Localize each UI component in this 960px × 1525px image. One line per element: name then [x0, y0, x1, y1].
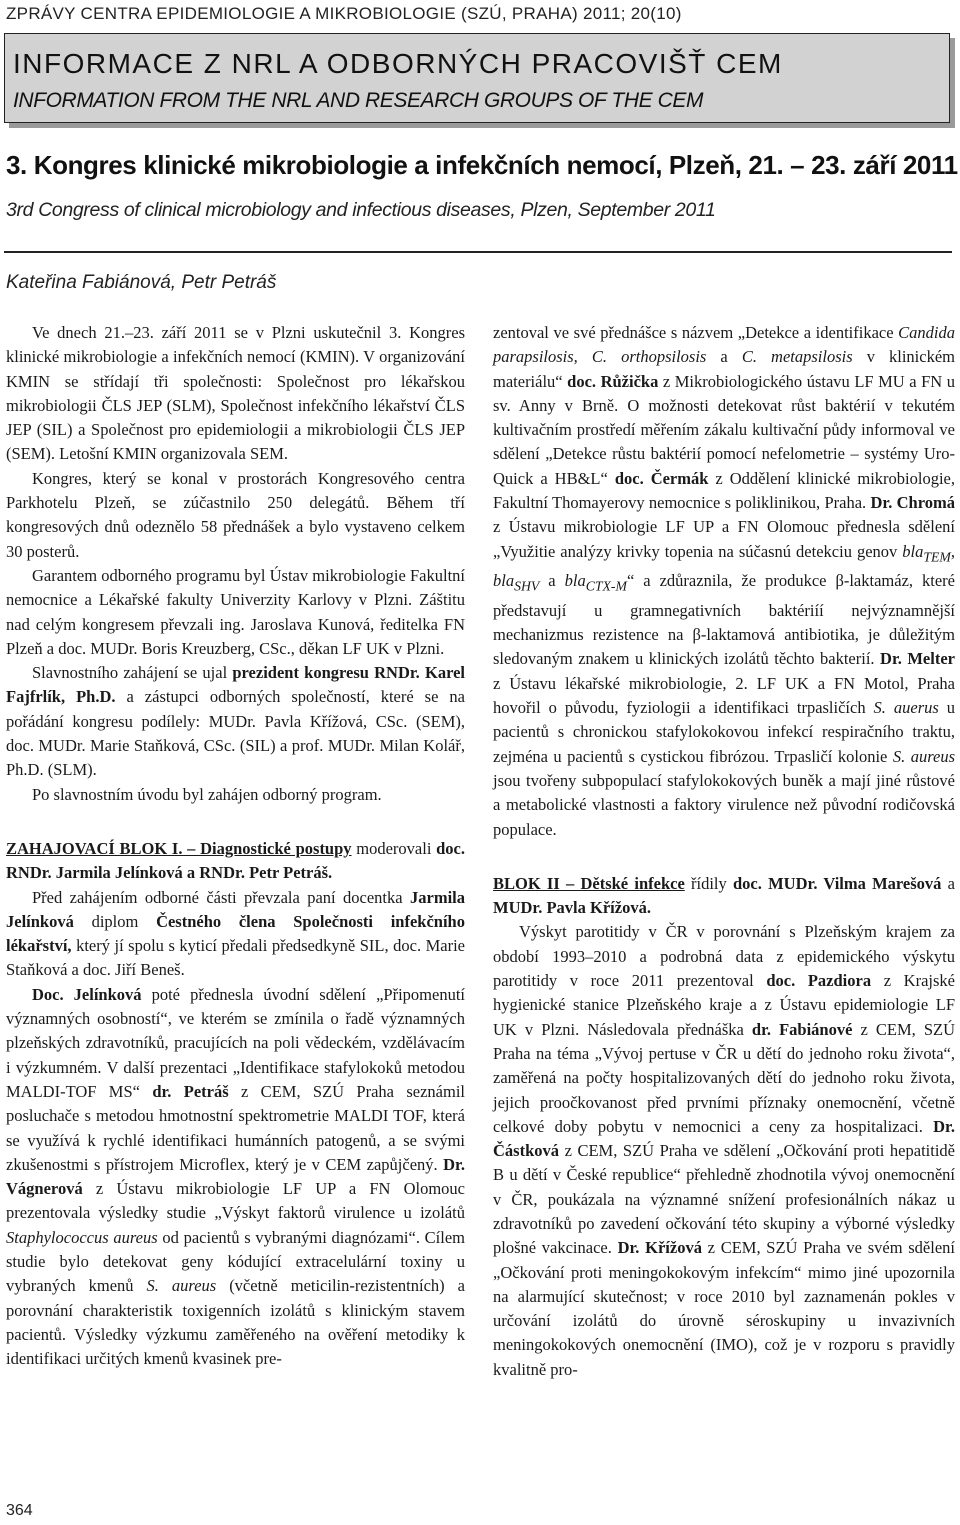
paragraph-block-1-continued: zentoval ve své přednášce s názvem „Detekce a identifikace Candida parapsilosis, C. orthopsilosis a C. metapsilosis v klinickém materiálu“ doc. Růžička z Mikrobiologického ústavu LF MU a FN u sv. Anny v Brně. O možnosti detekovat růst baktérií v tekutém kultivačním prostředí měřením zákalu kultivační půdy informoval ve sdělení „Detekce růstu baktérií pomocí nefelometrie – systémy Uro-Quick a HB&L“ doc. Čermák z Oddělení klinické mikrobiologie, Fakultní Thomayerovy nemocnice s poliklinikou, Praha. Dr. Chromá z Ústavu mikrobiologie LF UP a FN Olomouc přednesla sdělení „Využitie analýzy krivky topenia na súčasnú detekciu genov bla$_{TEM}$, bla$_{SHV}$ a bla$_{CTX-M}$“ a zdůraznila, že produkce β-laktamáz, které představují u gramnegativních baktériíí nejvýznamnější mechanizmus rezistence na β-laktamová antibiotika, je důležitým sledovaným znakem u klinických izolátů těchto bakterií. Dr. Melter z Ústavu lékařské mikrobiologie, 2. LF UK a FN Motol, Praha hovořil o původu, fyziologii a identifikaci trpasličích S. auerus u pacientů s chronickou stafylokokovou infekcí respiračního traktu, zejména u pacientů s cystickou fibrózou. Trpasličí kolonie S. aureus jsou tvořeny subpopulací stafylokokových buněk a mají jiné růstové a metabolické vlastnosti a faktory virulence než původní rodičovská populace. [493, 323, 955, 839]
page-number: 364 [6, 1502, 33, 1519]
journal-header: ZPRÁVY CENTRA EPIDEMIOLOGIE A MIKROBIOLOGIE (SZÚ, PRAHA) 2011; 20(10) [6, 4, 682, 23]
right-column [493, 321, 955, 1382]
title-divider [4, 251, 952, 253]
paragraph-intro: Ve dnech 21.–23. září 2011 se v Plzni uskutečnil 3. Kongres klinické mikrobiologie a infekčních nemocí (KMIN). V organizování KMIN se střídají tři společnosti: Společnost pro lékařskou mikrobiologii ČLS JEP (SLM), Společnost infekčního lékařství ČLS JEP (SIL) a Společnost pro epidemiologii a mikrobiologii ČLS JEP (SEM). Letošní KMIN organizovala SEM. [6, 323, 465, 464]
paragraph-guarantor: Garantem odborného programu byl Ústav mikrobiologie Fakultní nemocnice a Lékařské fakulty Univerzity Karlovy v Plzni. Záštitu nad celým kongresem převzali ing. Jaroslava Kunová, ředitelka FN Plzeň a doc. MUDr. Boris Kreuzberg, CSc., děkan LF UK v Plzni. [6, 565, 465, 658]
paragraph-block-1-talks: Doc. Jelínková poté přednesla úvodní sdělení „Připomenutí významných osobností“, ve kterém se zmínila o řadě významných plzeňských zdravotníků, pracujících na poli vědeckém, vzdělávacím i výzkumném. V další prezentaci „Identifikace stafylokoků metodou MALDI-TOF MS“ dr. Petráš z CEM, SZÚ Praha seznámil posluchače s metodou hmotnostní spektrometrie MALDI TOF, která se využívá k rychlé identifikaci humánních patogenů, a se svými zkušenostmi s přístrojem Microflex, který je v CEM zapůjčený. Dr. Vágnerová z Ústavu mikrobiologie LF UP a FN Olomouc prezentovala výsledky studie „Výskyt faktorů virulence u izolátů Staphylococcus aureus od pacientů s vybranými diagnózami“. Cílem studie bylo detekovat geny kódující extracelulární toxiny u vybraných kmenů S. aureus (včetně meticilin-rezistentních) a porovnání charakteristik toxigenních izolátů s klinickým stavem pacientů. Výsledky výzkumu zaměřeného na ověření metodiky k identifikaci určitých kmenů kvasinek pre- [6, 984, 465, 1369]
block-1-heading: ZAHAJOVACÍ BLOK I. – Diagnostické postupy moderovali doc. RNDr. Jarmila Jelínková a RNDr. Petr Petráš. [6, 838, 465, 883]
section-banner [4, 33, 950, 123]
paragraph-opening: Slavnostního zahájení se ujal prezident kongresu RNDr. Karel Fajfrlík, Ph.D. a zástupci odborných společností, které se na pořádání kongresu podílely: MUDr. Pavla Křížová, CSc. (SEM), doc. MUDr. Marie Staňková, CSc. (SIL) a prof. MUDr. Milan Kolář, Ph.D. (SLM). [6, 663, 466, 780]
authors: Kateřina Fabiánová, Petr Petráš [6, 272, 277, 293]
section-title-en: INFORMATION FROM THE NRL AND RESEARCH GROUPS OF THE CEM [13, 89, 704, 112]
block-2-heading: BLOK II – Dětské infekce řídily doc. MUDr. Vilma Marešová a MUDr. Pavla Křížová. [493, 873, 955, 918]
article-subtitle: 3rd Congress of clinical microbiology and infectious diseases, Plzen, September 2011 [6, 199, 716, 221]
paragraph-block-2-talks: Výskyt parotitidy v ČR v porovnání s Plzeňským krajem za období 1993–2010 a podrobná data z epidemického výskytu parotitidy v roce 2011 prezentoval doc. Pazdiora z Krajské hygienické stanice Plzeňského kraje a z Ústavu epidemiologie LF UK v Plzni. Následovala přednáška dr. Fabiánové z CEM, SZÚ Praha na téma „Vývoj pertuse v ČR u dětí do jednoho roku života“, zaměřená na počty hospitalizovaných dětí do jednoho roku života, jejich proočkovanost před prvními příznaky onemocnění, včetně celkové doby pobytu v nemocnici a ceny za hospitalizaci. Dr. Částková z CEM, SZÚ Praha ve sdělení „Očkování proti hepatitidě B u dětí v České republice“ přehledně zhodnotila vývoj onemocnění v ČR, poukázala na významné snížení profesionálních nákaz u zdravotníků po zavedení očkování této skupiny a výborné výsledky plošné vakcinace. Dr. Křížová z CEM, SZÚ Praha ve svém sdělení „Očkování proti meningokokovým infekcím“ mimo jiné upozornila na alarmující skutečnost; v roce 2010 byl zaznamenán pokles v určování izolátů do úrovně séroskupiny u invazivních meningokokových onemocnění (IMO), což je v rozporu s pravidly kvalitně pro- [493, 922, 956, 1379]
paragraph-diploma: Před zahájením odborné části převzala paní docentka Jarmila Jelínková diplom Čestného člena Společnosti infekčního lékařství, který jí spolu s kyticí předali předsedkyně SIL, doc. Marie Staňková a doc. Jiří Beneš. [6, 887, 465, 980]
article-title: 3. Kongres klinické mikrobiologie a infekčních nemocí, Plzeň, 21. – 23. září 2011 [6, 150, 958, 180]
section-title-cz: INFORMACE Z NRL A ODBORNÝCH PRACOVIŠŤ CEM [13, 48, 783, 79]
paragraph-venue: Kongres, který se konal v prostorách Kongresového centra Parkhotelu Plzeň, se zúčastnilo 250 delegátů. Během tří kongresových dnů odeznělo 58 přednášek a bylo vystaveno celkem 30 posterů. [6, 468, 465, 561]
paragraph-program-start: Po slavnostním úvodu byl zahájen odborný program. [32, 784, 382, 804]
left-column [6, 321, 465, 1371]
